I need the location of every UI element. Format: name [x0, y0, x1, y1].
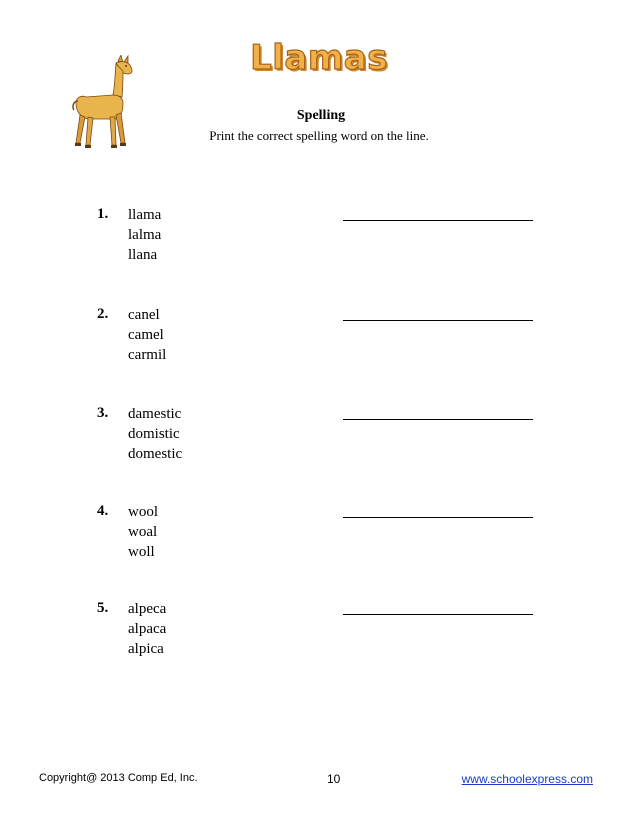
question-number: 1.	[97, 206, 109, 222]
answer-blank[interactable]	[343, 614, 533, 615]
question-item	[0, 206, 638, 276]
answer-choice: alpaca	[128, 621, 167, 637]
answer-choice: llama	[128, 207, 162, 223]
question-item	[0, 503, 638, 573]
question-number: 4.	[97, 503, 109, 519]
section-heading: Spelling	[296, 108, 346, 123]
page-number: 10	[327, 772, 341, 786]
answer-blank[interactable]	[343, 220, 533, 221]
answer-blank[interactable]	[343, 320, 533, 321]
answer-choice: damestic	[128, 406, 182, 422]
answer-choice: alpeca	[128, 601, 167, 617]
question-item	[0, 600, 638, 670]
answer-choice: llana	[128, 247, 158, 263]
answer-choice: wool	[128, 504, 158, 520]
answer-choice: camel	[128, 327, 164, 343]
answer-choice: woal	[128, 524, 158, 540]
question-item	[0, 306, 638, 376]
answer-choice: domistic	[128, 426, 180, 442]
answer-choice: canel	[128, 307, 160, 323]
question-number: 5.	[97, 600, 109, 616]
instruction-text: Print the correct spelling word on the line.	[209, 128, 429, 143]
page-footer	[0, 772, 638, 788]
answer-choice: woll	[128, 544, 155, 560]
copyright-text: Copyright@ 2013 Comp Ed, Inc.	[39, 772, 198, 784]
answer-choice: alpica	[128, 641, 164, 657]
worksheet-title: Llamas	[250, 38, 388, 78]
question-number: 2.	[97, 306, 109, 322]
answer-blank[interactable]	[343, 517, 533, 518]
answer-choice: domestic	[128, 446, 183, 462]
website-link[interactable]: www.schoolexpress.com	[461, 772, 593, 786]
question-item	[0, 405, 638, 475]
question-number: 3.	[97, 405, 109, 421]
answer-choice: lalma	[128, 227, 162, 243]
answer-choice: carmil	[128, 347, 167, 363]
answer-blank[interactable]	[343, 419, 533, 420]
